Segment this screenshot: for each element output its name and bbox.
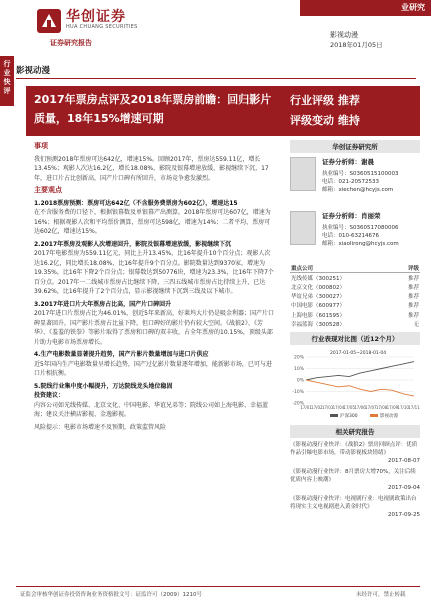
x-tick-label: 17/08: [375, 405, 388, 411]
analyst-mail[interactable]: 邮箱：xiaolirong@hcyjs.com: [322, 241, 399, 247]
table-header: 重点公司: [290, 263, 395, 273]
performance-chart-svg: [290, 347, 420, 423]
analysts-heading: 华创证券研究所: [290, 140, 420, 153]
analyst-name: 证券分析师：谢晨: [322, 158, 374, 166]
header-category: 影视动漫: [330, 31, 358, 39]
stock-name: 幸福蓝海（300528）: [291, 321, 345, 328]
stock-rating: 推荐: [407, 284, 419, 291]
legend-label: 影视动漫: [380, 414, 398, 420]
related-date: 2017-08-07: [388, 458, 420, 465]
y-tick-label: 0%: [296, 378, 304, 384]
legend-swatch: [370, 414, 378, 417]
industry-rating: 行业评级 推荐: [290, 94, 360, 107]
point-5-heading: 5.院线行业集中度小幅提升，万达院线龙头地位稳固: [34, 382, 173, 390]
analyst-cert: 执业编号：S0360515100003: [322, 171, 399, 177]
divider: [16, 78, 416, 79]
table-row: [290, 310, 420, 319]
analyst-mail[interactable]: 邮箱：xiechen@hcyjs.com: [322, 187, 394, 193]
stock-name: 上海电影（601595）: [291, 312, 345, 319]
y-tick-label: 10%: [293, 367, 304, 373]
list-item[interactable]: [290, 468, 420, 492]
stock-name: 光线传媒（300251）: [291, 275, 345, 282]
stocks-table: [290, 263, 420, 328]
brand-name: 华创证券: [66, 9, 126, 25]
stock-rating: 推荐: [407, 275, 419, 282]
list-item[interactable]: [290, 441, 420, 465]
stock-rating: 无: [413, 321, 419, 328]
table-row: [290, 273, 420, 283]
footer-divider: [16, 586, 420, 587]
x-tick-label: 17/06: [354, 405, 366, 411]
report-date: 2018年01月05日: [330, 41, 383, 49]
stock-name: 北京文化（000802）: [291, 284, 345, 291]
analyst-tel: 电话：021-20572533: [322, 179, 379, 185]
stock-rating: 推荐: [407, 303, 419, 310]
invest-heading: 投资建议：: [34, 392, 65, 399]
event-heading: 事项: [34, 142, 48, 150]
page-header: [0, 0, 431, 50]
invest-text: 内容公司如光线传媒、北京文化、中国电影、华谊兄弟等；院线公司如上海电影、幸福蓝海；建议关注横店影视、金逸影视。: [34, 401, 269, 418]
related-date: 2017-09-25: [388, 512, 420, 519]
chart-heading: 行业表现对比图（近12个月）: [290, 332, 420, 345]
point-3-heading: 3.2017年进口片大年票房占比高，国产片口碑回升: [34, 300, 172, 308]
point-2-text: 2017年电影票房为559.11亿元，同比上升13.45%，比16年提升10个百分点；观影人次达16.2亿，同比增长18.08%，比16年提升9个百分点。影院数量达到9370家，增速为19.35%，比16年下降2个百分点；银幕数达到50776块，增速为23.3%，比16年下降7个百分点。2017年一二线城市票房占比继续下降，三四五线城市票房占比持续上升，已达39.62%，比16年提升了2个百分点，显示影视继续下沉到三线及以下城市。: [34, 250, 274, 295]
analyst-name: 证券分析师：肖丽荣: [322, 212, 381, 220]
footer-license: 证监会审核华创证券投资咨询业务资格批文号：证监许可（2009）1210号: [20, 592, 202, 598]
corner-tag: 业研究: [401, 3, 425, 12]
main-content: [34, 140, 274, 435]
x-tick-label: 17/09: [386, 405, 399, 411]
y-tick-label: 20%: [293, 355, 304, 361]
chart-range-label: 2017-01-05~2018-01-04: [330, 351, 387, 357]
x-tick-label: 17/04: [332, 405, 345, 411]
x-tick-label: 17/11: [408, 405, 420, 411]
table-row: [290, 319, 420, 328]
side-strip-label: 行业快评: [3, 60, 11, 95]
stock-rating: 推荐: [407, 294, 419, 301]
table-header: 评级: [395, 263, 420, 273]
x-tick-label: 17/07: [365, 405, 377, 411]
table-header-row: [290, 263, 420, 273]
x-tick-label: 17/05: [343, 405, 355, 411]
report-title: 2017年票房点评及2018年票房前瞻：回归影片质量，18年15%增速可期: [34, 93, 272, 125]
point-3-text: 2017年进口片票房占比为46.01%，创近5年来新高，好莱坞大片仍是吸金利器；国产片口碑显著回升，国产影片票房占比虽下降，但口碑好的影片仍有较大空间。《战狼2》、《芳华》、《羞羞的铁拳》等影片取得了票房和口碑的双丰收，占全年票房的10.15%，顶级头部片助力电影市场票房增长。: [34, 310, 274, 346]
series-line: [306, 362, 414, 380]
analyst-card: [290, 211, 420, 261]
related-reports: [290, 441, 420, 519]
main-points-heading: 主要观点: [34, 186, 62, 194]
list-item[interactable]: [290, 495, 420, 519]
related-date: 2017-09-04: [388, 485, 420, 492]
related-title[interactable]: 《影视动漫行业快评：电视剧行业：电视剧政策出台将现实主义电视剧进入黄金时代》: [290, 496, 417, 511]
legend-label: 沪深300: [340, 414, 358, 420]
brand-logo-icon: [36, 8, 62, 34]
x-tick-label: 17/01: [300, 405, 312, 411]
sidebar: [290, 140, 420, 522]
related-title[interactable]: 《影视动漫行业快评：8月票房大增70%，关注后续优质内容上映潮》: [290, 469, 416, 484]
stock-name: 华谊兄弟（300027）: [291, 294, 345, 301]
point-4-text: 近5年国内生产电影数量呈增长趋势，国产过亿影片数量逐年增加，能新影市场，已可与进口片相抗衡。: [34, 360, 272, 377]
table-row: [290, 292, 420, 301]
category-label: 影视动漫: [16, 66, 51, 76]
table-row: [290, 301, 420, 310]
performance-chart: [290, 347, 420, 423]
series-line: [306, 380, 414, 396]
y-tick-label: -10%: [292, 390, 304, 396]
point-2-heading: 2.2017年票房及观影人次增速回升，影院及银幕增速放缓，影视继续下沉: [34, 240, 232, 248]
rating-change: 评级变动 维持: [290, 114, 360, 127]
footer-notice: 未经许可，禁止转载: [356, 592, 406, 598]
x-tick-label: 17/03: [321, 405, 334, 411]
related-heading: 相关研究报告: [290, 425, 420, 438]
related-title[interactable]: 《影视动漫行业快评：《战狼2》票房回顾点评：优质作品引爆电影市场，带动影视板块情绪》: [290, 442, 418, 457]
avatar: [290, 211, 316, 245]
table-row: [290, 282, 420, 291]
x-tick-label: 17/02: [311, 405, 323, 411]
legend-swatch: [330, 414, 338, 417]
analyst-cert: 执业编号：S0360517080006: [322, 225, 399, 231]
risk-text: 风险提示：电影市场增速不及预期，政策监管风险: [34, 423, 167, 431]
event-text: 我们预测2018年票房可达642亿，增速15%。回顾2017年，票房达559.11亿，增长13.45%；观影人次达16.2亿，增长18.08%，影院及银幕增速放缓，影视继续下沉，17年，进口片占比创新高，国产片口碑有所回升，市场竞争愈发激烈。: [34, 155, 269, 182]
brand-name-en: HUA CHUANG SECURITIES: [66, 24, 138, 30]
x-tick-label: 17/10: [397, 405, 409, 411]
point-1-text: 在不含服务费的口径下，根据银幕数及单银幕产出测算，2018年票房可达607亿，增速为16%；根据观影人次和平均票价测算，票房可达598亿，增速为14%；二者平均，票房可达602亿，增速达15%。: [34, 209, 271, 235]
header-corner-bar: [300, 0, 431, 16]
stock-rating: 推荐: [407, 312, 419, 319]
point-4-heading: 4.生产电影数量显著提升趋势，国产片影片数量增加与进口片供应: [34, 351, 209, 358]
report-type: 证券研究报告: [50, 39, 92, 47]
analyst-tel: 电话：010-63214676: [322, 233, 379, 239]
avatar: [290, 157, 316, 191]
analyst-card: [290, 157, 420, 207]
point-1-heading: 1.2018票房预测：票房可达642亿（不含服务费票房为602亿），增速达15: [34, 199, 238, 207]
y-tick-label: -20%: [292, 401, 304, 407]
stock-name: 中国电影（600977）: [291, 303, 345, 310]
